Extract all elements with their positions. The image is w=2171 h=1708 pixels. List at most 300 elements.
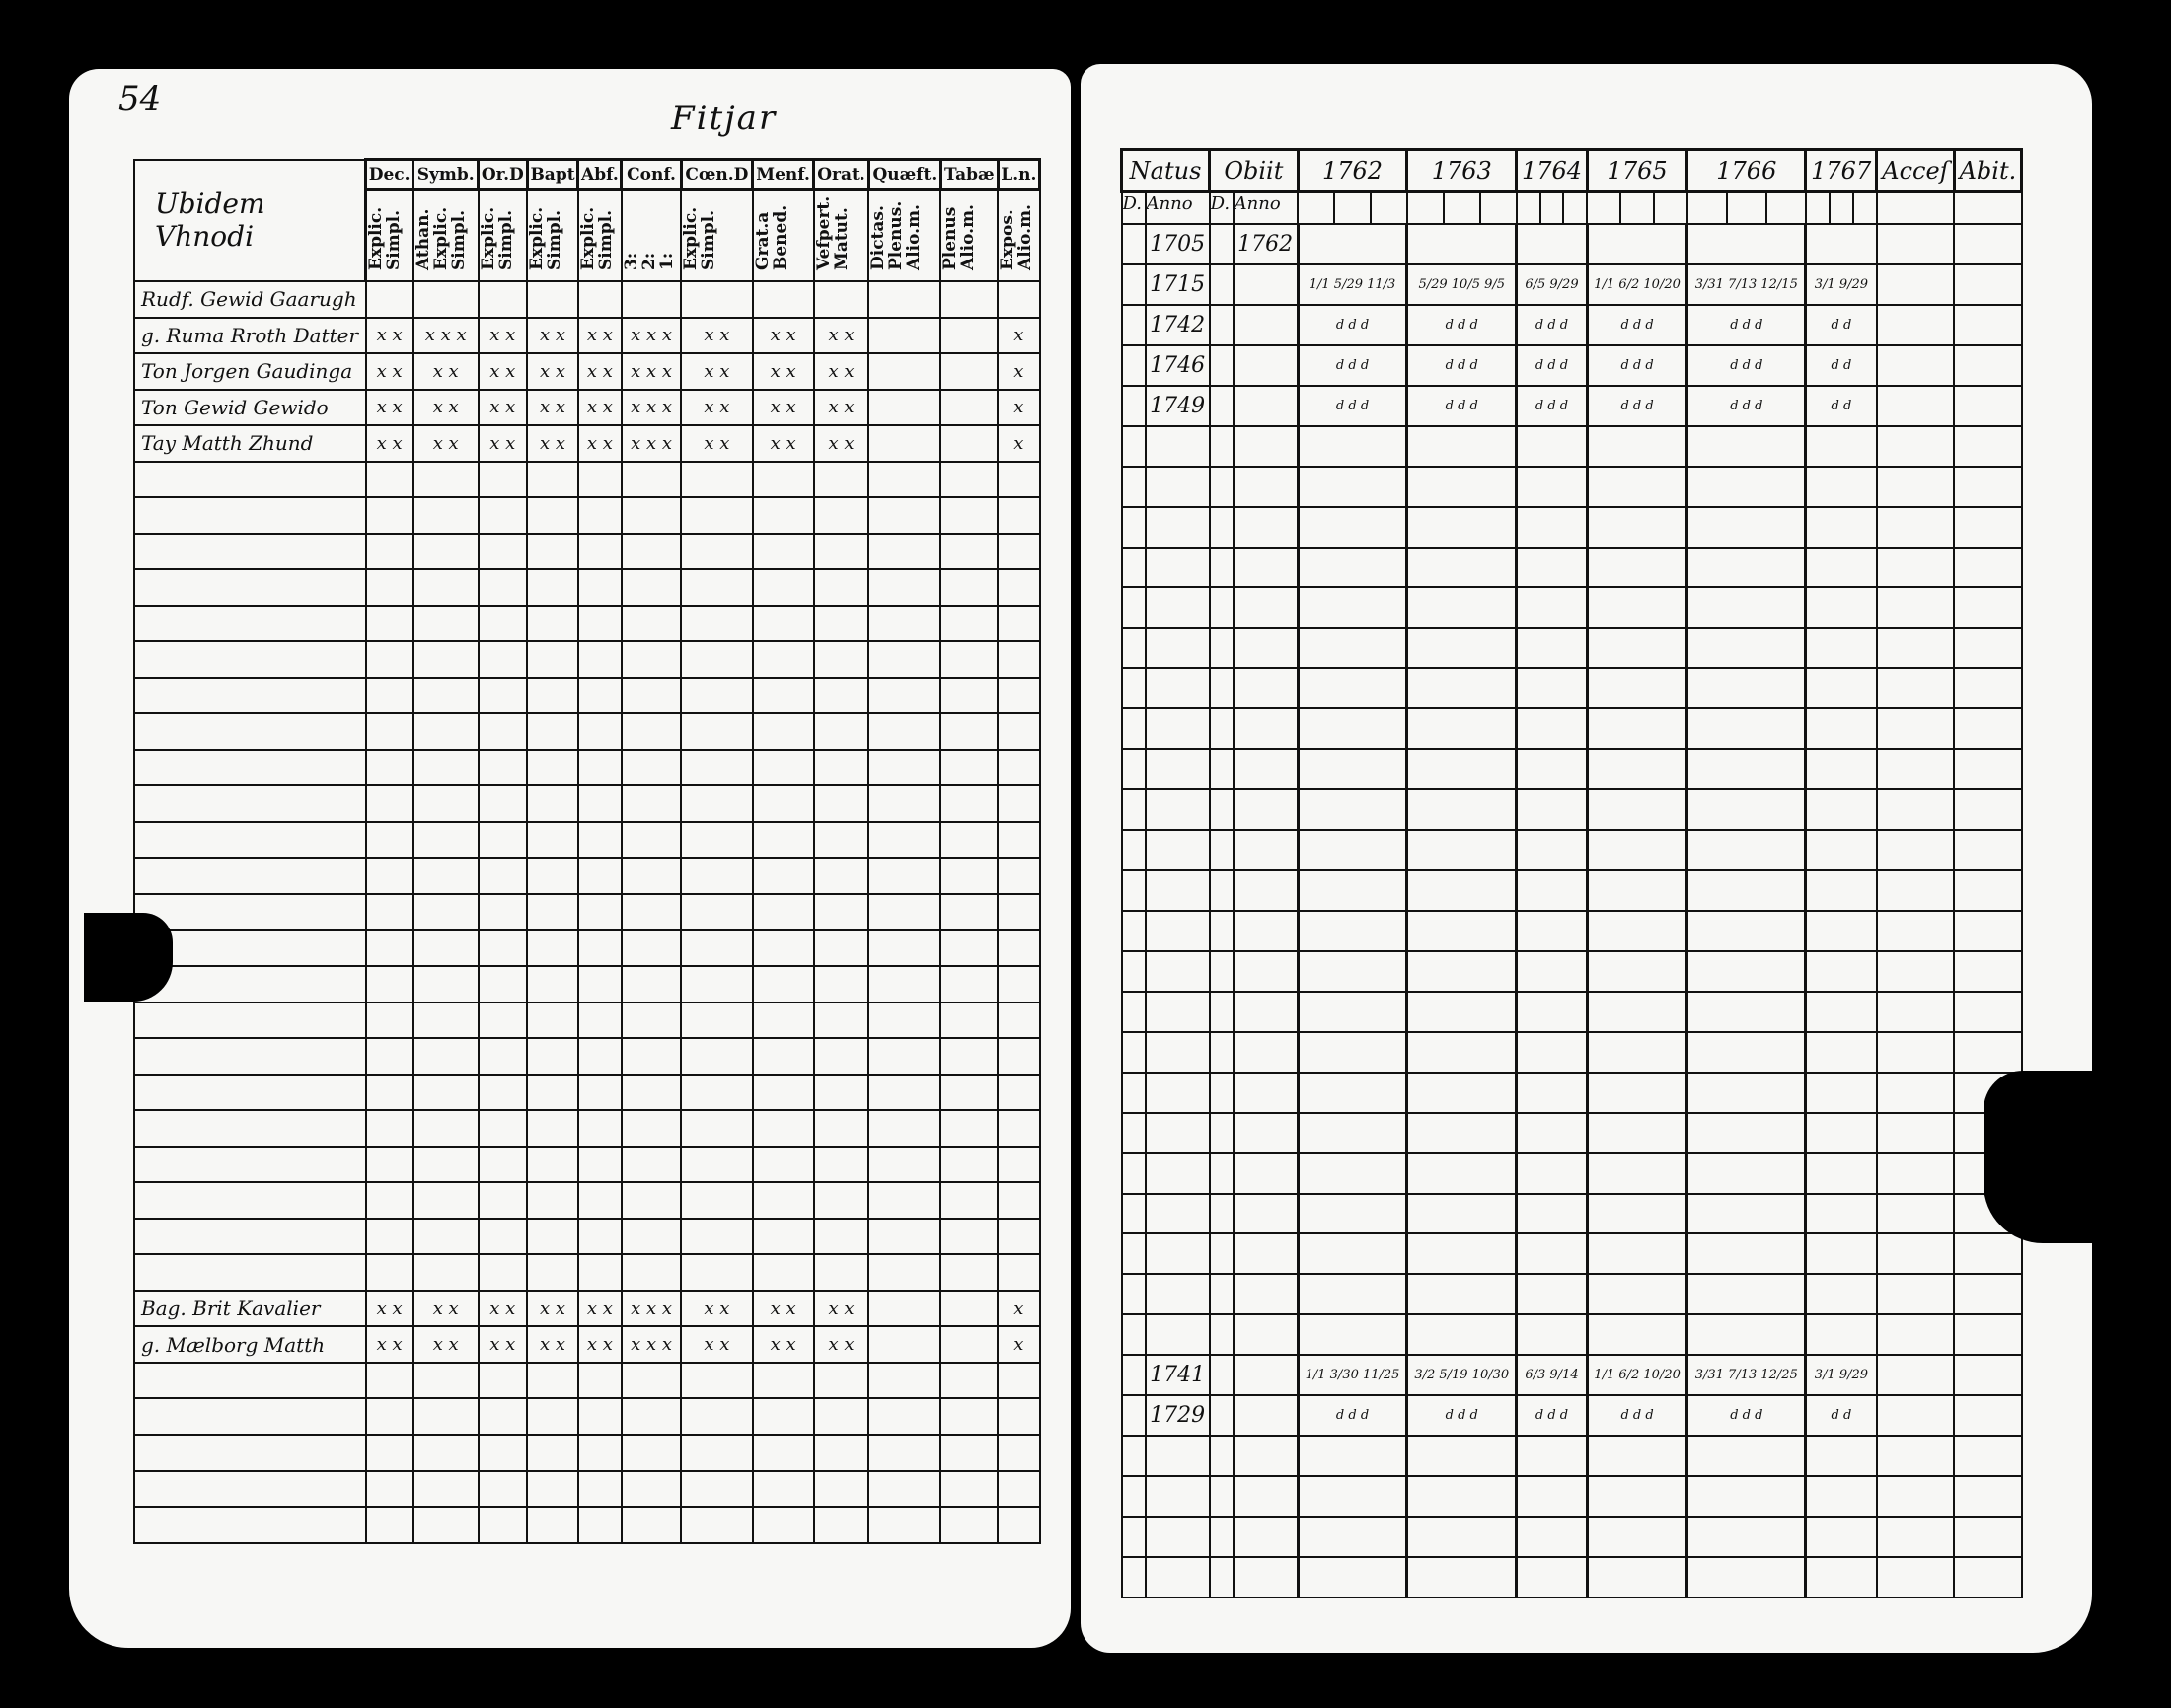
obiit-year (1234, 305, 1299, 345)
year-entry (1298, 1314, 1407, 1355)
mark-cell (998, 462, 1039, 498)
mark-cell (578, 1507, 622, 1543)
year-entry: d d d (1517, 305, 1588, 345)
column-subheader-cell (681, 190, 752, 282)
mark-cell (998, 858, 1039, 895)
column-header: L.n. (998, 160, 1039, 190)
mark-cell (622, 785, 681, 822)
mark-cell (527, 1182, 578, 1219)
mark-cell (998, 1471, 1039, 1508)
column-subheader-cell (479, 190, 527, 282)
year-entry (1298, 911, 1407, 951)
year-entry (1687, 1476, 1806, 1517)
mark-cell (413, 569, 479, 606)
table-row (1122, 911, 2022, 951)
year-entry (1587, 992, 1686, 1032)
mark-cell: x (998, 1291, 1039, 1327)
mark-cell (622, 678, 681, 714)
obiit-year (1234, 1073, 1299, 1113)
year-entry (1587, 749, 1686, 789)
mark-cell (622, 1075, 681, 1111)
person-name (134, 785, 366, 822)
mark-cell (366, 497, 413, 534)
mark-cell (814, 858, 869, 895)
year-entry (1407, 708, 1517, 749)
column-subheader: Simpl. (495, 210, 516, 270)
catechism-table (133, 158, 1041, 1544)
mark-cell (681, 858, 752, 895)
natus-year (1146, 467, 1210, 507)
mark-cell (753, 641, 814, 678)
year-entry: 3/31 7/13 12/25 (1687, 1355, 1806, 1395)
year-entry (1517, 1233, 1588, 1274)
mark-cell: x x (814, 318, 869, 354)
mark-cell: x (998, 425, 1039, 462)
column-subheader: Athan. (412, 208, 433, 270)
mark-cell (868, 1003, 940, 1039)
year-entry (1587, 628, 1686, 668)
register-header: 1767 (1806, 150, 1877, 192)
mark-cell (366, 641, 413, 678)
mark-cell (868, 1363, 940, 1399)
natus-year (1146, 1194, 1210, 1234)
natus-day (1122, 386, 1146, 426)
accessit-cell (1877, 1274, 1955, 1314)
mark-cell (940, 1291, 998, 1327)
mark-cell (753, 1471, 814, 1508)
mark-cell (753, 678, 814, 714)
year-entry (1587, 426, 1686, 467)
mark-cell (940, 390, 998, 426)
column-subheader-cell (868, 190, 940, 282)
mark-cell (527, 1075, 578, 1111)
year-entry (1587, 789, 1686, 830)
natus-year (1146, 830, 1210, 870)
year-entry (1298, 1436, 1407, 1476)
mark-cell (753, 1254, 814, 1291)
mark-cell (479, 1254, 527, 1291)
obiit-year (1234, 911, 1299, 951)
natus-year: 1741 (1146, 1355, 1210, 1395)
mark-cell (479, 750, 527, 786)
mark-cell (940, 606, 998, 642)
year-entry (1806, 870, 1877, 911)
accessit-cell (1877, 224, 1955, 264)
mark-cell (814, 930, 869, 967)
table-row (134, 1110, 1040, 1147)
mark-cell (578, 1038, 622, 1075)
column-header: Menf. (753, 160, 814, 190)
year-entry (1298, 628, 1407, 668)
mark-cell (681, 1398, 752, 1435)
obiit-day (1210, 951, 1234, 992)
mark-cell (868, 858, 940, 895)
mark-cell: x x (578, 390, 622, 426)
table-row (134, 858, 1040, 895)
mark-cell (479, 462, 527, 498)
mark-cell: x x (578, 318, 622, 354)
table-row (1122, 386, 2022, 426)
natus-year (1146, 749, 1210, 789)
year-entry (1587, 708, 1686, 749)
year-entry: 1/1 6/2 10/20 (1587, 264, 1686, 305)
table-row (134, 966, 1040, 1003)
column-subheader-cell (622, 190, 681, 282)
year-entry (1407, 1032, 1517, 1073)
mark-cell (578, 534, 622, 570)
abiit-cell (1954, 224, 2021, 264)
mark-cell (940, 569, 998, 606)
obiit-day (1210, 1073, 1234, 1113)
year-entry: d d d (1298, 305, 1407, 345)
mark-cell: x x (527, 318, 578, 354)
person-name (134, 822, 366, 858)
mark-cell (868, 894, 940, 930)
mark-cell (753, 1507, 814, 1543)
mark-cell (998, 1398, 1039, 1435)
natus-year (1146, 1233, 1210, 1274)
mark-cell (998, 1435, 1039, 1471)
mark-cell (413, 713, 479, 750)
year-entry (1517, 587, 1588, 628)
mark-cell (527, 930, 578, 967)
mark-cell (622, 281, 681, 318)
table-row (1122, 548, 2022, 588)
mark-cell (940, 785, 998, 822)
mark-cell (753, 1003, 814, 1039)
mark-cell (940, 822, 998, 858)
mark-cell (814, 1363, 869, 1399)
mark-cell (998, 1507, 1039, 1543)
mark-cell (622, 1507, 681, 1543)
mark-cell (940, 353, 998, 390)
mark-cell (366, 785, 413, 822)
mark-cell (998, 822, 1039, 858)
mark-cell (681, 678, 752, 714)
year-entry: d d d (1587, 305, 1686, 345)
mark-cell (413, 894, 479, 930)
person-name (134, 1038, 366, 1075)
mark-cell: x (998, 390, 1039, 426)
year-entry: d d d (1687, 305, 1806, 345)
year-entry (1587, 548, 1686, 588)
table-row (1122, 1194, 2022, 1234)
year-entry (1587, 1113, 1686, 1153)
year-entry (1587, 587, 1686, 628)
mark-cell (527, 1219, 578, 1255)
mark-cell (622, 1147, 681, 1183)
mark-cell (622, 1182, 681, 1219)
mark-cell: x x (753, 390, 814, 426)
table-row (134, 1398, 1040, 1435)
year-entry (1517, 548, 1588, 588)
year-entry (1298, 467, 1407, 507)
column-subheader: Matut. (831, 207, 852, 270)
column-subheader-cell (578, 190, 622, 282)
mark-cell: x x (753, 425, 814, 462)
year-entry (1806, 1032, 1877, 1073)
mark-cell (998, 1254, 1039, 1291)
table-row (1122, 224, 2022, 264)
accessit-cell (1877, 264, 1955, 305)
mark-cell (998, 1003, 1039, 1039)
mark-cell (753, 1363, 814, 1399)
mark-cell (578, 966, 622, 1003)
table-row (134, 425, 1040, 462)
accessit-cell (1877, 749, 1955, 789)
mark-cell (814, 750, 869, 786)
mark-cell (366, 1435, 413, 1471)
column-header: Abf. (578, 160, 622, 190)
mark-cell: x x (681, 1326, 752, 1363)
year-entry (1517, 1073, 1588, 1113)
natus-year: 1749 (1146, 386, 1210, 426)
mark-cell (622, 822, 681, 858)
obiit-year (1234, 1032, 1299, 1073)
mark-cell (413, 606, 479, 642)
mark-cell (940, 497, 998, 534)
mark-cell (527, 1507, 578, 1543)
accessit-cell (1877, 548, 1955, 588)
mark-cell (413, 1363, 479, 1399)
year-entry (1806, 911, 1877, 951)
mark-cell (527, 497, 578, 534)
natus-day (1122, 668, 1146, 708)
column-header: Or.D (479, 160, 527, 190)
mark-cell (814, 534, 869, 570)
obiit-day (1210, 467, 1234, 507)
column-subheader: Explic. (430, 206, 451, 270)
obiit-year (1234, 708, 1299, 749)
mark-cell (527, 534, 578, 570)
natus-year (1146, 911, 1210, 951)
accessit-cell (1877, 587, 1955, 628)
mark-cell (940, 1075, 998, 1111)
abiit-cell (1954, 548, 2021, 588)
year-entry (1298, 1274, 1407, 1314)
year-entry: 3/1 9/29 (1806, 1355, 1877, 1395)
year-entry (1517, 1194, 1588, 1234)
mark-cell (868, 1507, 940, 1543)
obiit-day (1210, 749, 1234, 789)
year-entry: 1/1 6/2 10/20 (1587, 1355, 1686, 1395)
mark-cell (753, 462, 814, 498)
table-row (1122, 1032, 2022, 1073)
year-entry (1407, 749, 1517, 789)
year-entry: d d (1806, 1395, 1877, 1436)
mark-cell (479, 966, 527, 1003)
natus-day (1122, 1113, 1146, 1153)
mark-cell (527, 641, 578, 678)
mark-cell: x x (681, 318, 752, 354)
mark-cell (366, 750, 413, 786)
mark-cell (868, 785, 940, 822)
column-subheader: Alio.m. (904, 204, 925, 270)
mark-cell (527, 858, 578, 895)
obiit-day (1210, 587, 1234, 628)
mark-cell: x x x (622, 425, 681, 462)
table-row (134, 894, 1040, 930)
mark-cell (413, 678, 479, 714)
obiit-day (1210, 548, 1234, 588)
register-subheader: Anno (1234, 192, 1299, 225)
mark-cell (681, 1147, 752, 1183)
natus-year (1146, 1314, 1210, 1355)
mark-cell (681, 1075, 752, 1111)
mark-cell (998, 1219, 1039, 1255)
table-row (1122, 1073, 2022, 1113)
mark-cell (998, 534, 1039, 570)
mark-cell (681, 606, 752, 642)
table-row (134, 1254, 1040, 1291)
mark-cell (527, 281, 578, 318)
mark-cell: x x (527, 390, 578, 426)
mark-cell (413, 1110, 479, 1147)
mark-cell (479, 534, 527, 570)
table-row (134, 822, 1040, 858)
mark-cell (681, 462, 752, 498)
year-entry (1298, 1153, 1407, 1194)
accessit-cell (1877, 1517, 1955, 1557)
mark-cell (622, 1435, 681, 1471)
mark-cell (814, 822, 869, 858)
person-name (134, 606, 366, 642)
column-subheader-cell (413, 190, 479, 282)
obiit-year (1234, 548, 1299, 588)
register-header: Abit. (1954, 150, 2021, 192)
mark-cell (413, 858, 479, 895)
mark-cell (814, 462, 869, 498)
mark-cell (366, 894, 413, 930)
abiit-cell (1954, 628, 2021, 668)
year-entry (1687, 467, 1806, 507)
table-row (1122, 1476, 2022, 1517)
abiit-cell (1954, 587, 2021, 628)
year-entry (1687, 1073, 1806, 1113)
year-entry: 1/1 3/30 11/25 (1298, 1355, 1407, 1395)
mark-cell (940, 713, 998, 750)
year-entry (1298, 749, 1407, 789)
year-entry (1298, 1557, 1407, 1597)
mark-cell (366, 1471, 413, 1508)
obiit-year (1234, 628, 1299, 668)
mark-cell (814, 1003, 869, 1039)
year-entry (1517, 668, 1588, 708)
mark-cell (868, 462, 940, 498)
mark-cell (622, 1219, 681, 1255)
year-entry (1407, 1233, 1517, 1274)
mark-cell (814, 606, 869, 642)
year-entry: 3/31 7/13 12/15 (1687, 264, 1806, 305)
natus-day (1122, 749, 1146, 789)
accessit-cell (1877, 1032, 1955, 1073)
mark-cell (940, 1507, 998, 1543)
year-entry (1517, 1113, 1588, 1153)
year-entry (1687, 1517, 1806, 1557)
mark-cell (413, 930, 479, 967)
year-entry (1806, 548, 1877, 588)
year-entry (1298, 668, 1407, 708)
accessit-cell (1877, 305, 1955, 345)
table-row (1122, 305, 2022, 345)
year-entry (1517, 1557, 1588, 1597)
year-entry (1687, 1557, 1806, 1597)
year-entry (1587, 1233, 1686, 1274)
mark-cell (527, 569, 578, 606)
obiit-year (1234, 870, 1299, 911)
obiit-day (1210, 1314, 1234, 1355)
year-entry: d d d (1687, 345, 1806, 386)
person-name (134, 678, 366, 714)
mark-cell (998, 750, 1039, 786)
person-name: g. Mælborg Matth (134, 1326, 366, 1363)
natus-day (1122, 467, 1146, 507)
mark-cell (753, 1147, 814, 1183)
mark-cell (868, 966, 940, 1003)
obiit-year (1234, 1517, 1299, 1557)
mark-cell (868, 390, 940, 426)
mark-cell (578, 1219, 622, 1255)
mark-cell (868, 1398, 940, 1435)
year-entry (1587, 1476, 1686, 1517)
mark-cell: x x (681, 1291, 752, 1327)
table-row (134, 678, 1040, 714)
mark-cell (681, 497, 752, 534)
natus-day (1122, 1557, 1146, 1597)
mark-cell (814, 1110, 869, 1147)
mark-cell: x x (413, 1326, 479, 1363)
person-name (134, 1147, 366, 1183)
natus-day (1122, 1274, 1146, 1314)
table-row (1122, 749, 2022, 789)
mark-cell (868, 569, 940, 606)
mark-cell (868, 822, 940, 858)
abiit-cell (1954, 951, 2021, 992)
natus-day (1122, 1395, 1146, 1436)
mark-cell (998, 569, 1039, 606)
mark-cell (868, 641, 940, 678)
blank-subheader (1407, 192, 1444, 225)
mark-cell: x x (479, 353, 527, 390)
year-entry (1298, 1476, 1407, 1517)
mark-cell (753, 930, 814, 967)
year-entry (1517, 426, 1588, 467)
accessit-cell (1877, 830, 1955, 870)
mark-cell (622, 606, 681, 642)
table-row (134, 534, 1040, 570)
mark-cell (479, 1471, 527, 1508)
year-entry (1517, 507, 1588, 548)
table-row (1122, 789, 2022, 830)
register-headers (1122, 150, 2022, 192)
mark-cell (868, 713, 940, 750)
mark-cell (366, 462, 413, 498)
year-entry (1517, 708, 1588, 749)
person-name (134, 1075, 366, 1111)
mark-cell (998, 641, 1039, 678)
accessit-cell (1877, 1436, 1955, 1476)
accessit-cell (1877, 386, 1955, 426)
mark-cell: x x x (622, 1326, 681, 1363)
mark-cell (578, 281, 622, 318)
person-name (134, 641, 366, 678)
mark-cell: x x (578, 353, 622, 390)
mark-cell (622, 1110, 681, 1147)
abiit-cell (1954, 1314, 2021, 1355)
column-subheader: Explic. (681, 206, 702, 270)
obiit-day (1210, 1233, 1234, 1274)
obiit-year (1234, 1395, 1299, 1436)
